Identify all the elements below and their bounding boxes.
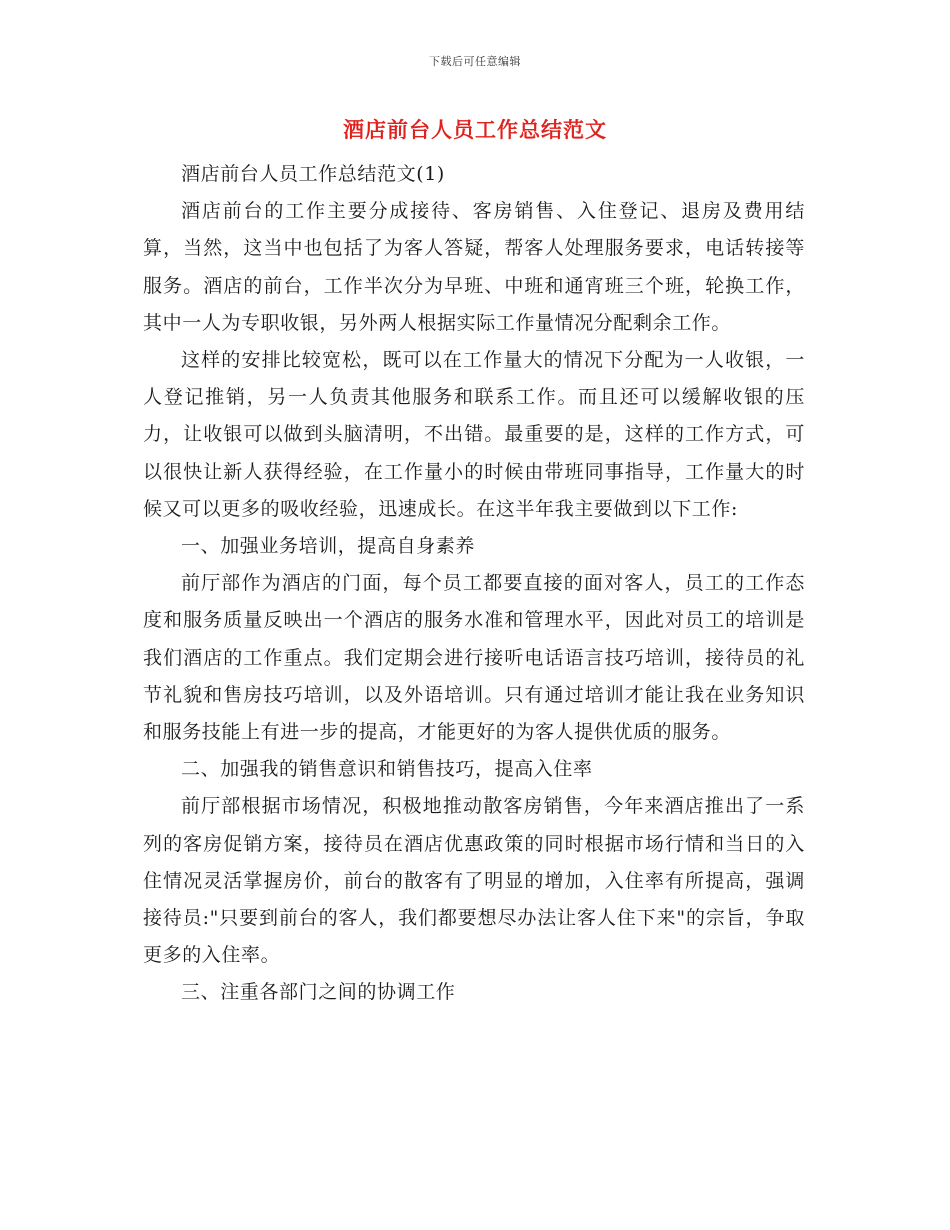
document-body (143, 156, 805, 1012)
paragraph-training: 前厅部作为酒店的门面，每个员工都要直接的面对客人，员工的工作态度和服务质量反映出一个酒店的服务水准和管理水平，因此对员工的培训是我们酒店的工作重点。我们定期会进行接听电话语言技巧培训，接待员的礼节礼貌和售房技巧培训，以及外语培训。只有通过培训才能让我在业务知识和服务技能上有进一步的提高，才能更好的为客人提供优质的服务。 (143, 572, 805, 744)
document-title: 酒店前台人员工作总结范文 (343, 117, 607, 142)
section-heading-2: 二、加强我的销售意识和销售技巧，提高入住率 (181, 758, 593, 781)
paragraph-intro: 酒店前台的工作主要分成接待、客房销售、入住登记、退房及费用结算，当然，这当中也包括了为客人答疑，帮客人处理服务要求，电话转接等服务。酒店的前台，工作半次分为早班、中班和通宵班三个班，轮换工作，其中一人为专职收银，另外两人根据实际工作量情况分配剩余工作。 (143, 200, 805, 334)
header-note: 下载后可任意编辑 (429, 55, 521, 68)
paragraph-subtitle: 酒店前台人员工作总结范文(1) (181, 163, 445, 185)
section-heading-1: 一、加强业务培训，提高自身素养 (181, 535, 476, 558)
paragraph-sales: 前厅部根据市场情况，积极地推动散客房销售，今年来酒店推出了一系列的客房促销方案，接待员在酒店优惠政策的同时根据市场行情和当日的入住情况灵活掌握房价，前台的散客有了明显的增加，入住率有所提高，强调接待员:"只要到前台的客人，我们都要想尽办法让客人住下来"的宗旨，争取更多的入住率。 (143, 795, 805, 967)
section-heading-3: 三、注重各部门之间的协调工作 (181, 981, 456, 1004)
paragraph-arrangement: 这样的安排比较宽松，既可以在工作量大的情况下分配为一人收银，一人登记推销，另一人负责其他服务和联系工作。而且还可以缓解收银的压力，让收银可以做到头脑清明，不出错。最重要的是，这样的工作方式，可以很快让新人获得经验，在工作量小的时候由带班同事指导，工作量大的时候又可以更多的吸收经验，迅速成长。在这半年我主要做到以下工作: (143, 349, 805, 520)
